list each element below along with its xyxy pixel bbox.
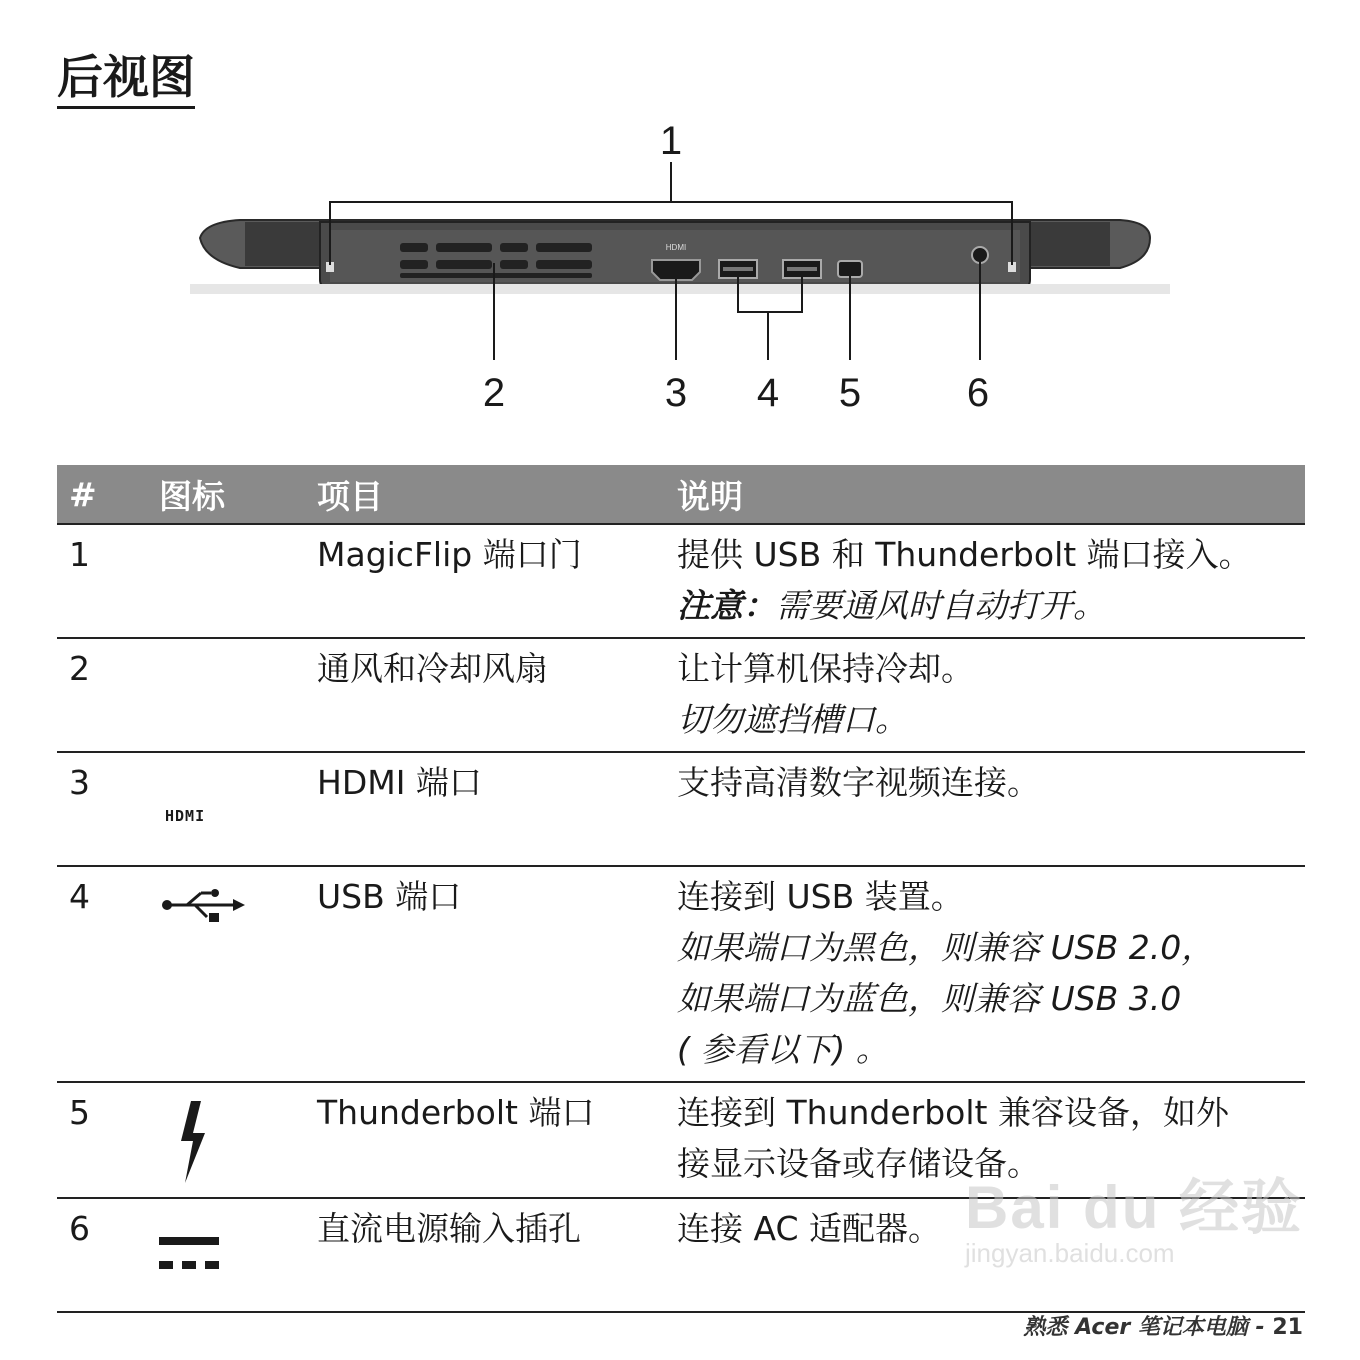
table-row (57, 638, 1305, 752)
page-title: 后视图 (57, 48, 195, 109)
table-header-row (57, 465, 1305, 524)
row-description (665, 524, 1305, 638)
row-number: 3 (57, 752, 147, 866)
row-number: 4 (57, 866, 147, 1082)
row-number: 1 (57, 524, 147, 638)
row-description: 支持高清数字视频连接。 (665, 752, 1305, 866)
baidu-watermark (965, 1160, 1303, 1269)
usb-icon (147, 866, 305, 1082)
note-prefix: 注意： (677, 586, 776, 625)
row-number: 2 (57, 638, 147, 752)
header-number: # (57, 465, 147, 524)
thunderbolt-icon (147, 1082, 305, 1198)
callout-4: 4 (756, 371, 780, 415)
note-text: 需要通风时自动打开。 (776, 586, 1106, 625)
row-description (665, 866, 1305, 1082)
callout-5: 5 (838, 371, 862, 415)
row-item: MagicFlip 端口门 (305, 524, 665, 638)
laptop-body (190, 220, 1170, 294)
description-note: 如果端口为蓝色，则兼容 USB 3.0 (677, 979, 1182, 1018)
callout-3: 3 (664, 371, 688, 415)
hdmi-icon: HDMI (147, 752, 305, 866)
callout-2: 2 (482, 371, 506, 415)
header-description: 说明 (665, 465, 1305, 524)
description-text: 接显示设备或存储设备。 (677, 1144, 1040, 1183)
table-row (57, 524, 1305, 638)
description-note (677, 580, 1305, 631)
callout-1: 1 (659, 119, 683, 163)
row-description: 连接 AC 适配器。 (665, 1198, 1305, 1312)
laptop-rear-view-diagram (0, 110, 1360, 430)
row-item: 通风和冷却风扇 (305, 638, 665, 752)
description-text: 让计算机保持冷却。 (677, 649, 974, 688)
row-item: 直流电源输入插孔 (305, 1198, 665, 1312)
page-number: 21 (1272, 1315, 1303, 1340)
description-note: 如果端口为黑色，则兼容 USB 2.0， (677, 928, 1215, 967)
row-item: USB 端口 (305, 866, 665, 1082)
footer-text: 熟悉 Acer 笔记本电脑 - (1023, 1315, 1265, 1340)
dc-power-icon (147, 1198, 305, 1312)
table-row (57, 866, 1305, 1082)
row-icon-empty (147, 524, 305, 638)
description-text: 连接到 Thunderbolt 兼容设备，如外 (677, 1093, 1229, 1132)
callout-6: 6 (966, 371, 990, 415)
hdmi-port-label: HDMI (665, 243, 687, 252)
table-row (57, 752, 1305, 866)
description-note: ( 参看以下) 。 (677, 1030, 889, 1069)
row-item: HDMI 端口 (305, 752, 665, 866)
description-text: 连接到 USB 装置。 (677, 877, 964, 916)
page-footer (1023, 1310, 1303, 1341)
row-icon-empty (147, 638, 305, 752)
watermark-brand: Bai du 经验 (965, 1174, 1304, 1241)
row-item: Thunderbolt 端口 (305, 1082, 665, 1198)
header-icon: 图标 (147, 465, 305, 524)
description-text: 提供 USB 和 Thunderbolt 端口接入。 (677, 535, 1252, 574)
header-item: 项目 (305, 465, 665, 524)
row-description (665, 638, 1305, 752)
row-number: 6 (57, 1198, 147, 1312)
watermark-url: jingyan.baidu.com (965, 1238, 1175, 1268)
description-note: 切勿遮挡槽口。 (677, 700, 908, 739)
row-number: 5 (57, 1082, 147, 1198)
